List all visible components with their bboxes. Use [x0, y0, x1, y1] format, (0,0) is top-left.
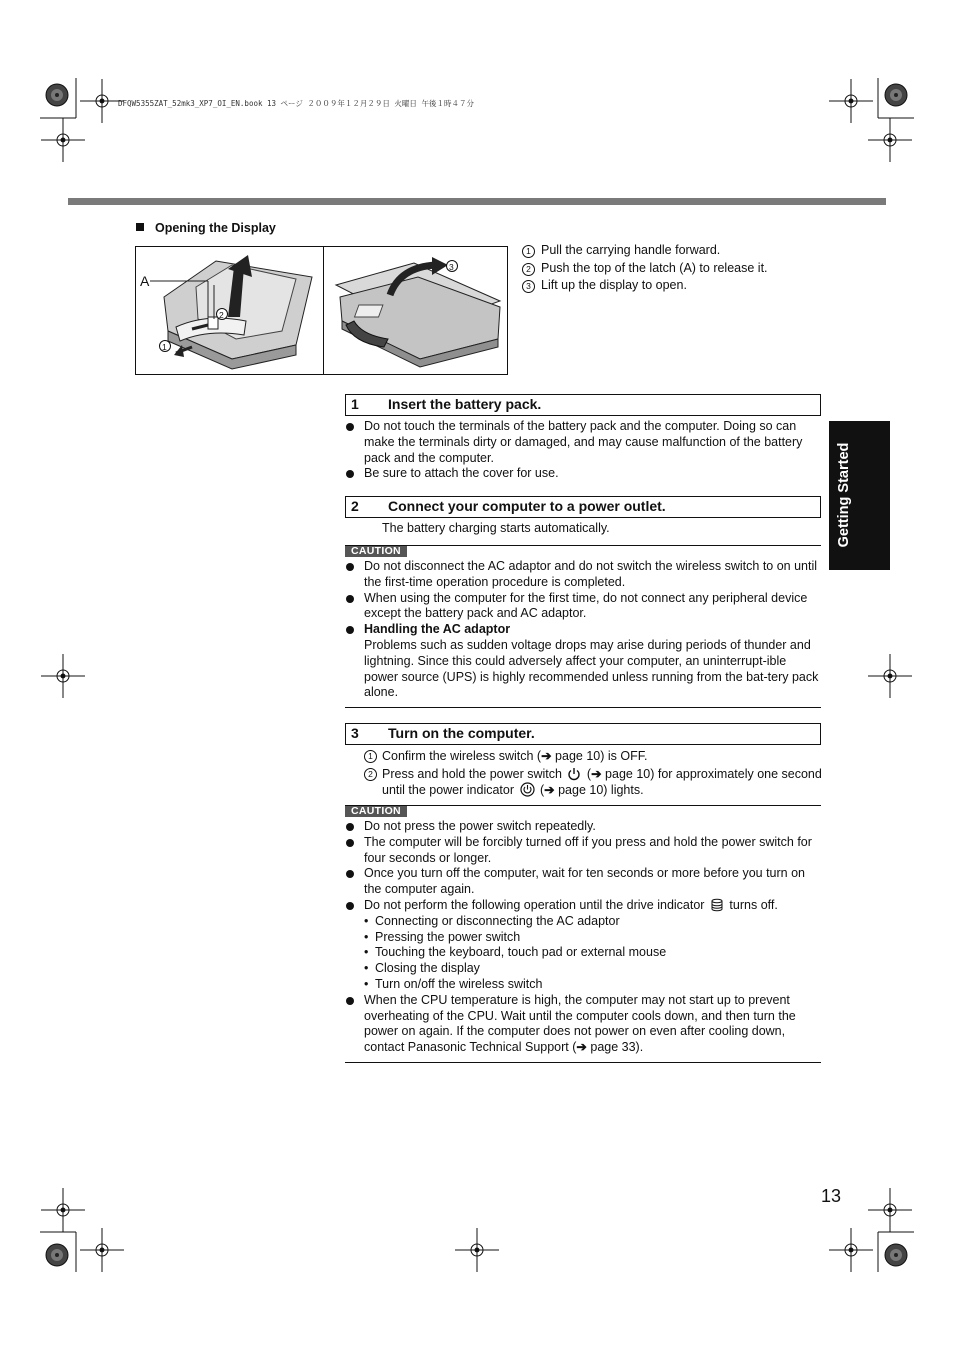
figure-label-1: 1 [162, 342, 167, 352]
caution-badge: CAUTION [345, 806, 407, 817]
arrow-right-icon: ➔ [541, 749, 552, 763]
list-item: When the CPU temperature is high, the computer may not start up to prevent overheating of the CPU. Wait until the computer cools down, and then turn the power on again. If the computer does not power on even after cooling down, contact Panasonic Technical Support (➔ page 33). [345, 993, 821, 1056]
bullet-dot-icon [346, 595, 354, 603]
figure-label-a: A [140, 273, 150, 289]
figure-label-2: 2 [219, 310, 224, 320]
list-item: The computer will be forcibly turned off if you press and hold the power switch for four seconds or longer. [345, 835, 821, 867]
opening-step-text: Pull the carrying handle forward. [541, 243, 721, 257]
caution-rule [345, 805, 821, 806]
step-3-caution-list [345, 819, 821, 1056]
bullet-dot-icon [346, 470, 354, 478]
step-title: Turn on the computer. [388, 725, 535, 741]
section-title-text: Opening the Display [155, 221, 276, 235]
step-number: 2 [351, 498, 359, 514]
figure-label-3: 3 [449, 262, 454, 272]
small-bullet-icon: • [364, 913, 369, 928]
step-number: 3 [351, 725, 359, 741]
step-number-circle: 1 [364, 750, 377, 763]
list-item: • Closing the display [364, 961, 480, 976]
small-bullet-icon: • [364, 961, 369, 976]
opening-steps [522, 242, 768, 295]
list-item: • Connecting or disconnecting the AC adaptor [364, 913, 620, 928]
list-item: When using the computer for the first time, do not connect any peripheral device except the battery pack and AC adaptor. [345, 591, 821, 623]
step-1-heading [345, 394, 821, 416]
bullet-dot-icon [346, 839, 354, 847]
list-item: Do not perform the following operation until the drive indicator turns off. [345, 898, 821, 914]
side-tab-label: Getting Started [836, 442, 852, 548]
list-item: Do not disconnect the AC adaptor and do not switch the wireless switch to on until the first-time operation procedure is completed. [345, 559, 821, 591]
opening-step-text: Lift up the display to open. [541, 278, 687, 292]
step-3-substeps [364, 748, 822, 799]
step-number-circle: 3 [522, 280, 535, 293]
power-indicator-icon [520, 782, 535, 797]
caution-rule [345, 545, 821, 546]
step-title: Connect your computer to a power outlet. [388, 498, 666, 514]
arrow-right-icon: ➔ [576, 1040, 587, 1055]
bullet-dot-icon [346, 563, 354, 571]
list-item: Once you turn off the computer, wait for ten seconds or more before you turn on the computer again. [345, 866, 821, 898]
bullet-dot-icon [346, 626, 354, 634]
step-3-heading [345, 723, 821, 745]
opening-step [522, 242, 768, 260]
list-item: • Turn on/off the wireless switch [364, 976, 543, 991]
bullet-dot-icon [346, 997, 354, 1005]
list-item: • Pressing the power switch [364, 929, 521, 944]
drive-indicator-icon [710, 898, 724, 912]
power-switch-icon [567, 767, 581, 781]
step-2-heading [345, 496, 821, 518]
caution-end-rule [345, 707, 821, 708]
page-number: 13 [821, 1186, 842, 1206]
laptop-latch-illustration [136, 247, 324, 374]
list-item: Do not press the power switch repeatedly. [345, 819, 821, 835]
step-number-circle: 2 [522, 263, 535, 276]
bullet-dot-icon [346, 423, 354, 431]
list-item: • Touching the keyboard, touch pad or external mouse [364, 945, 667, 960]
caution-badge: CAUTION [345, 546, 407, 557]
step-2-caution-list [345, 559, 821, 701]
figure-lift-display [323, 246, 508, 375]
substep: 2 Press and hold the power switch (➔ page 10) for approximately one second until the power indicator (➔ page 10) lights. [364, 766, 822, 799]
list-item: Do not touch the terminals of the battery pack and the computer. Doing so can make the terminals dirty or damaged, and may cause malfunction of the battery pack and the computer. [345, 419, 821, 466]
small-bullet-icon: • [364, 929, 369, 944]
bullet-dot-icon [346, 870, 354, 878]
small-bullet-icon: • [364, 976, 369, 991]
step-2-note: The battery charging starts automatically. [382, 521, 610, 535]
caution-end-rule [345, 1062, 821, 1063]
square-bullet-icon [136, 223, 144, 231]
opening-step [522, 277, 768, 295]
step-title: Insert the battery pack. [388, 396, 542, 412]
substep: 1 Confirm the wireless switch (➔ page 10) is OFF. [364, 748, 822, 765]
figure-open-latch [135, 246, 325, 375]
opening-step-text: Push the top of the latch (A) to release it. [541, 260, 768, 275]
arrow-right-icon: ➔ [591, 766, 602, 781]
handling-text: Problems such as sudden voltage drops may arise during periods of thunder and lightning. Since this could adversely affect your computer, an uninterrupt-ible power source (UPS) is highly recommended unless running from the bat-tery pack alone. [364, 637, 819, 700]
file-header-line: DFQW5355ZAT_52mk3_XP7_OI_EN.book 13 ページ ２００９年１２月２９日 火曜日 午後１時４７分 [118, 99, 474, 108]
opening-step [522, 260, 768, 278]
arrow-right-icon: ➔ [544, 783, 555, 797]
handling-title: Handling the AC adaptor [364, 622, 511, 637]
section-title [136, 221, 276, 235]
bullet-dot-icon [346, 823, 354, 831]
small-bullet-icon: • [364, 945, 369, 960]
list-item [345, 622, 821, 701]
step-number: 1 [351, 396, 359, 412]
step-1-bullets [345, 419, 821, 482]
step-number-circle: 1 [522, 245, 535, 258]
laptop-open-illustration [324, 247, 507, 374]
bullet-dot-icon [346, 902, 354, 910]
step-number-circle: 2 [364, 768, 377, 781]
top-divider-bar [68, 198, 886, 205]
list-item: Be sure to attach the cover for use. [345, 466, 821, 482]
